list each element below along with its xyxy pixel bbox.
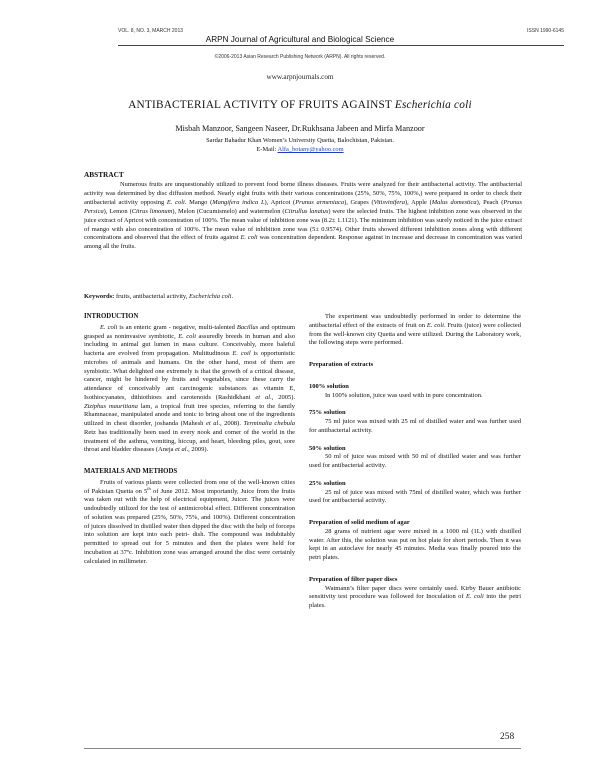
footer-rule: [84, 748, 521, 749]
keywords-line: Keywords: fruits, antibacterial activity, Escherichia coli.: [84, 293, 234, 300]
article-title: [0, 99, 600, 111]
email-label: E-Mail:: [256, 146, 278, 153]
keywords-label: Keywords:: [84, 293, 115, 300]
email-line: [0, 146, 600, 153]
title-main: ANTIBACTERIAL ACTIVITY OF FRUITS AGAINST: [128, 99, 395, 111]
abstract-body: [84, 181, 522, 252]
filter-disc-text: Watmann’s filter paper discs were certainly used. Kirby Bauer antibiotic sensitivity test procedure was followed for Inoculation of E. coli into the petri plates.: [309, 584, 522, 609]
solution-75-heading: 75% solution: [309, 409, 346, 417]
email-link[interactable]: Alfa_botany@yahoo.com: [277, 146, 344, 153]
copyright-line: ©2006-2013 Asian Research Publishing Network (ARPN). All rights reserved.: [214, 54, 386, 60]
introduction-heading: INTRODUCTION: [84, 313, 139, 320]
solution-100-text: In 100% solution, juice was used with in pure concentration.: [325, 391, 483, 399]
journal-name: ARPN Journal of Agricultural and Biological Science: [205, 35, 395, 44]
journal-website-link[interactable]: www.arpnjournals.com: [266, 73, 334, 81]
abstract-paragraph: Numerous fruits are unquestionably utilized to prevent food borne illness diseases. Fruits were analyzed for their antibacterial activity. The antibacterial activity was determined by disc diffusion method. Nearly eight fruits with their various concentrations (25%, 50%, 75%, 100%,) were prepared in order to check their antibacterial activity opposing E. coli. Mango (Mangifera indica L), Apricot (Prunus armeniaca), Grapes (Vitisvinifera), Apple (Malus domestica), Peach (Prunus Persica), Lemon (Citrus limonum), Melon (Cucumismelo) and watermelon (Citrullus lanatus) were the selected fruits. The highest inhibition zone was observed in the juice extract of Apricot with concentration of 100%. The mean value of inhibition zone was (8.2± 1.1121). The minimum inhibition was surely noticed in the juice extract of mango with also concentration of 100%. The mean value of inhibition zone was (5± 0.9574). Other fruits showed different inhibition zones along with different concentrations and observed that the effect of fruits against E. coli was concentration dependent. Response against in increase and decrease in concentration was varied among all the fruits.: [84, 181, 522, 251]
solution-100-heading: 100% solution: [309, 382, 349, 390]
volume-info: VOL. 8, NO. 3, MARCH 2013: [118, 28, 184, 34]
page-number: 258: [500, 732, 515, 742]
abstract-heading: ABSTRACT: [84, 170, 124, 179]
methods-paragraph: Fruits of various plants were collected from one of the well-known cities of Pakistan Quetta on 5th of June 2012. Most importantly, Juice from the fruits was taken out with the help of electrical equipment, Juicer. The juices were undoubtedly utilized for the test of antimicrobial effect. Different concentration of solution was prepared (25%, 50%, 75%, and 100%). Different concentration of juices dissolved in distilled water then dipped the disc with the help of forceps into solution are kept into each petri- dish. The compound was indubitably permitted to spread out for 5 minutes and then the plates were held for incubation at 37ºc. Inhibition zone was arranged around the disc were certainly calculated in millimeter.: [84, 478, 295, 565]
solution-50-text: 50 ml of juice was mixed with 50 ml of distilled water and was further used for antibacterial activity.: [309, 453, 521, 469]
issn: ISSN 1990-6145: [527, 28, 564, 34]
solution-75-text: 75 ml juice was mixed with 25 ml of distilled water and was further used for antibacterial activity.: [309, 418, 521, 434]
title-species: Escherichia coli: [394, 99, 472, 111]
left-column: [84, 313, 295, 566]
agar-heading: Preparation of solid medium of agar: [309, 519, 410, 526]
solution-25-heading: 25% solution: [309, 479, 346, 487]
author-list: Misbah Manzoor, Sangeen Naseer, Dr.Rukhsana Jabeen and Mirfa Manzoor: [175, 124, 425, 133]
right-column: [309, 313, 521, 611]
experiment-paragraph: The experiment was undoubtedly performed in order to determine the antibacterial effect of the extracts of fruit on E. coli. Fruits (juice) were collected from the well-known city Quetta and were utilized. During the Laboratory work, the following steps were performed.: [309, 313, 522, 347]
agar-text: 28 grams of nutrient agar were mixed in a 1000 ml (1L) with distilled water. After this, the solution was put on hot plate for short periods. Then it was kept in an autoclave for nearly 45 minutes. Media was finally poured into the petri plates.: [309, 527, 521, 561]
methods-heading: MATERIALS AND METHODS: [84, 468, 178, 475]
header-rule: [118, 45, 564, 46]
solution-25-text: 25 ml of juice was mixed with 75ml of distilled water, which was further used for antibacterial activity.: [309, 488, 521, 505]
solution-50-heading: 50% solution: [309, 444, 346, 452]
affiliation: Sardar Bahadur Khan Women’s University Quetta, Balochistan, Pakistan.: [206, 137, 394, 144]
introduction-paragraph: E. coli is an enteric gram - negative, multi-talented Bacillus and optimum grasped as noninvasive symbiotic, E. coli assuredly breeds in human and also including in animal gut lumen in mass culture. Conceivably, more baleful bacteria are evolved from propagation. Multitudinous E. coil is opportunistic microbes of animals and humans. On the other hand, most of them are symbiotic. What delighted one extremely is that the growth of a critical disease, cancer, might be hindered by fruits and vegetables, since these carry the attendance of conceivably ant carcinogenic substances as vitamin E, Isothiocyanates, dithiothioes and carotenoids (Rashidkhani et al., 2005). Ziziphus mauritiana lam, a tropical fruit tree species, referring to the family Rhamnaceae, manipulated anode and tonic to bring about one of the ingredients utilized in chest disorder, joshanda (Mahesh et al., 2008). Terminalia chebula Retz has traditionally been used in every nook and corner of the world in the treatment of the asthma, vomiting, hiccup, and heart, bleeding piles, gout, sore throat and bladder diseases (Aneja et al., 2009).: [84, 323, 296, 454]
filter-disc-heading: Preparation of filter paper discs: [309, 575, 398, 583]
extracts-heading: Preparation of extracts: [309, 361, 374, 368]
